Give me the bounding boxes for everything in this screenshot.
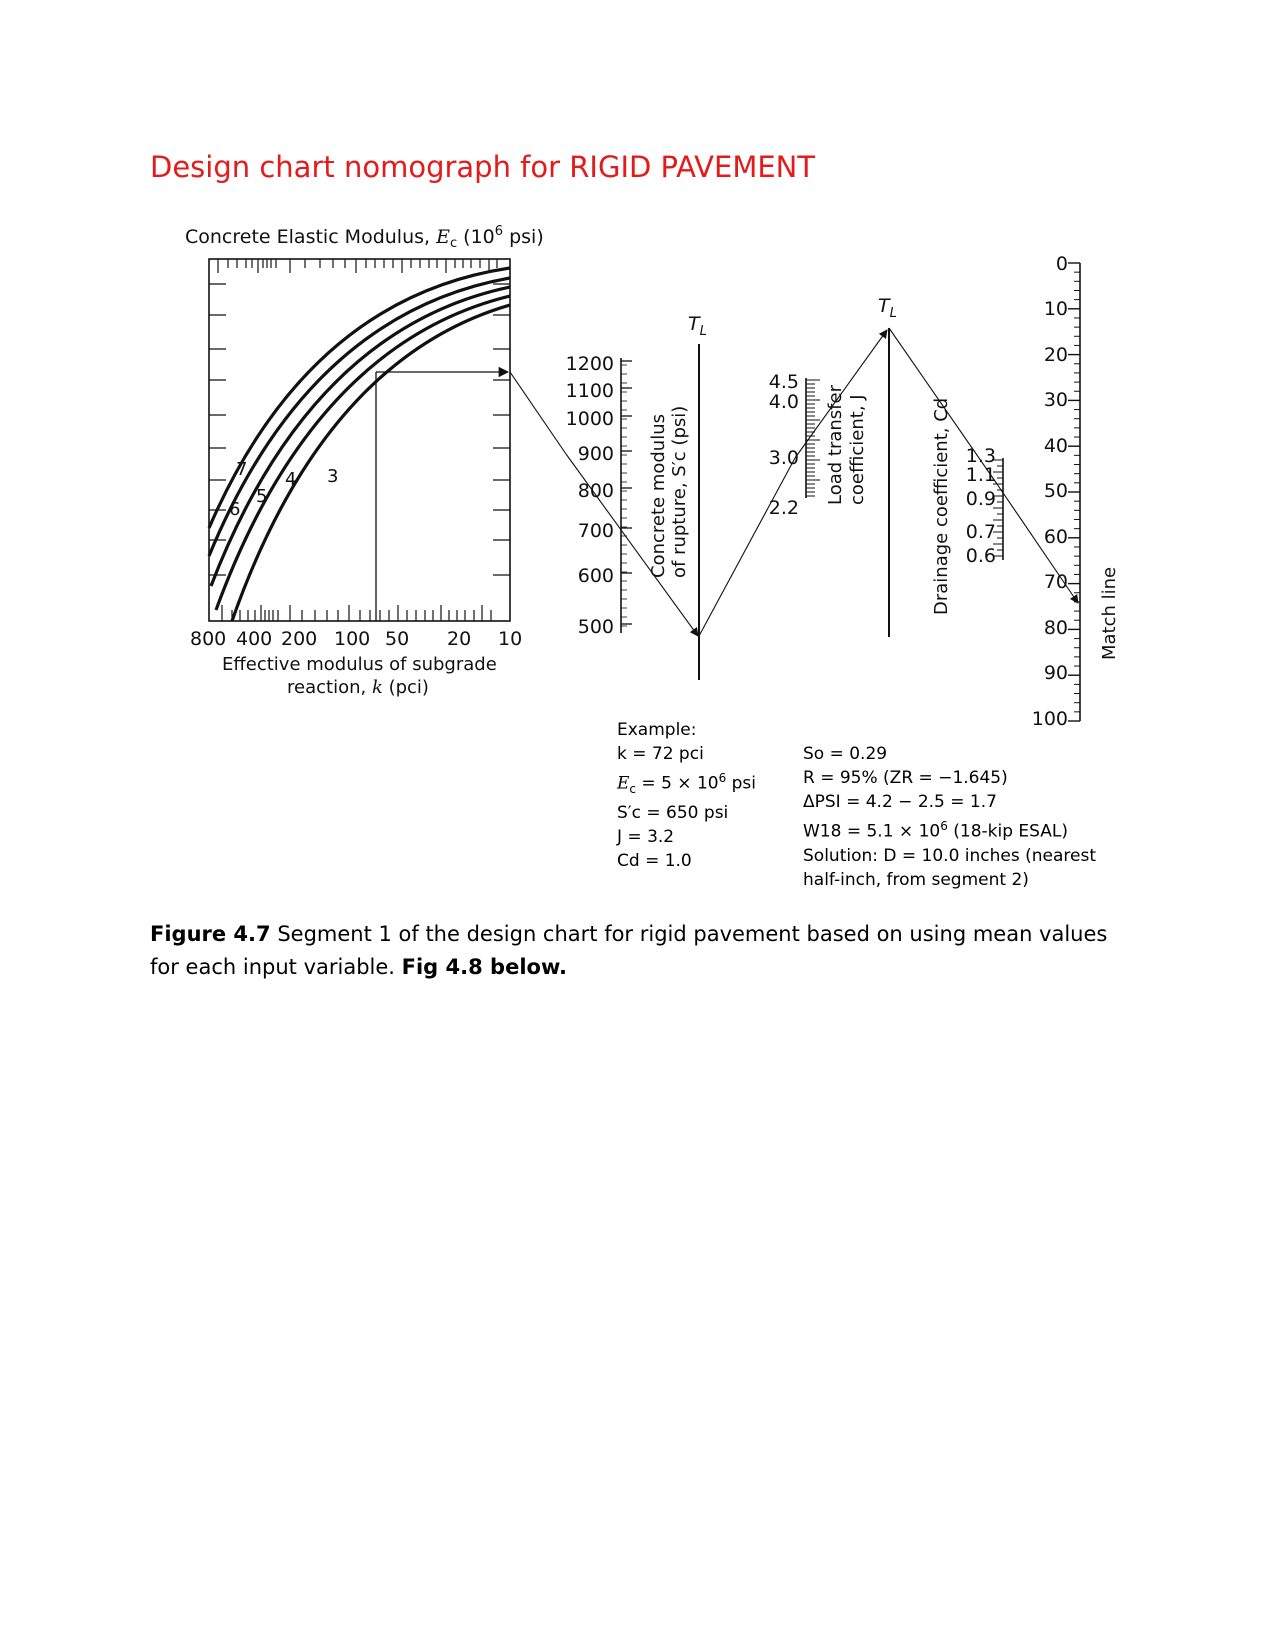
sc-tick: 900 [577,443,614,465]
tl-label-2: $T_L$ [878,295,897,321]
k-tick: 10 [498,628,523,650]
caption-text: Segment 1 of the design chart for rigid pavement based on using mean values for each input variable. [150,922,1108,979]
k-tick: 800 [190,628,227,650]
j-axis-ticks [806,380,820,496]
match-tick: 10 [1043,298,1068,320]
example-inputs [617,718,756,873]
j-axis-title-line1: Load transfer [825,385,846,505]
cd-axis-labels [966,445,996,567]
curve-label-6: 6 [229,499,241,520]
match-tick: 0 [1055,253,1068,275]
j-tick: 2.2 [768,497,799,519]
cd-tick: 1.1 [965,464,996,486]
match-tick: 100 [1031,708,1068,730]
page-title: Design chart nomograph for RIGID PAVEMENT [150,150,816,184]
curve-label-5: 5 [256,486,268,507]
sc-axis-title-line2: of rupture, S′c (psi) [669,405,690,578]
k-tick: 50 [385,628,410,650]
example-design-values [803,742,1096,892]
caption-reference: Fig 4.8 below. [401,955,567,979]
sc-tick: 700 [577,520,614,542]
cd-tick: 0.9 [965,488,996,510]
match-axis-labels [1032,253,1068,730]
example-path-tl-j [699,458,795,636]
example-so: So = 0.29 [803,744,888,764]
k-axis-title-line2: reaction, k (pci) [287,677,429,698]
sc-tick: 1200 [565,353,614,375]
match-tick: 80 [1043,617,1068,639]
cd-tick: 0.7 [965,521,996,543]
match-tick: 50 [1043,480,1068,502]
ec-curve [209,278,510,556]
example-ec: $E_c = 5 \times 10^6$ psi [617,771,757,797]
ec-curves [209,268,510,621]
k-tick: 20 [447,628,472,650]
example-sc: S′c = 650 psi [617,803,729,824]
match-tick: 30 [1043,389,1068,411]
sc-axis-ticks [621,361,632,626]
sc-tick: 600 [577,565,614,587]
cd-tick: 0.6 [965,545,996,567]
match-tick: 90 [1043,662,1068,684]
k-axis-labels [190,628,522,650]
k-tick: 400 [236,628,273,650]
curve-label-7: 7 [236,459,248,480]
example-k: k = 72 pci [617,744,704,764]
match-tick: 40 [1043,435,1068,457]
example-r: R = 95% (ZR = −1.645) [803,768,1008,788]
j-tick: 4.5 [768,371,799,393]
example-w18: $W18 = 5.1 \times 10^6$ (18-kip ESAL) [803,819,1069,842]
j-axis-labels [769,371,799,519]
cd-axis-title: Drainage coefficient, Cd [931,397,952,615]
example-j: J = 3.2 [617,827,675,848]
example-solution-line1: Solution: D = 10.0 inches (nearest [803,845,1097,866]
sc-tick: 500 [577,616,614,638]
sc-tick: 1100 [565,380,614,402]
cd-tick: 1.3 [965,445,996,467]
sc-axis-labels [566,353,614,638]
example-psi: ΔPSI = 4.2 − 2.5 = 1.7 [803,792,997,812]
j-tick: 3.0 [768,447,799,469]
j-axis-title-line2: coefficient, J [847,394,868,505]
curve-label-3: 3 [327,466,339,487]
match-tick: 70 [1043,571,1068,593]
sc-tick: 1000 [565,408,614,430]
match-axis-ticks [1068,263,1080,721]
tl-label-1: $T_L$ [688,313,707,339]
k-tick: 200 [281,628,318,650]
match-tick: 20 [1043,344,1068,366]
curve-label-4: 4 [285,469,297,490]
figure-label: Figure 4.7 [150,922,271,946]
example-solution-line2: half-inch, from segment 2) [803,869,1029,890]
k-axis-title-line1: Effective modulus of subgrade [222,654,497,675]
example-cd: Cd = 1.0 [617,851,692,872]
example-heading: Example: [617,720,697,740]
sc-axis-title-line1: Concrete modulus [648,414,669,578]
j-tick: 4.0 [768,391,799,413]
example-path-to-sc [510,372,566,454]
figure-caption [150,918,1110,984]
match-axis-title: Match line [1099,566,1120,660]
k-tick: 100 [334,628,371,650]
ec-axis-title: Concrete Elastic Modulus, $E_c$ ($10^6$ psi) [185,224,544,251]
match-tick: 60 [1043,526,1068,548]
sc-tick: 800 [577,480,614,502]
